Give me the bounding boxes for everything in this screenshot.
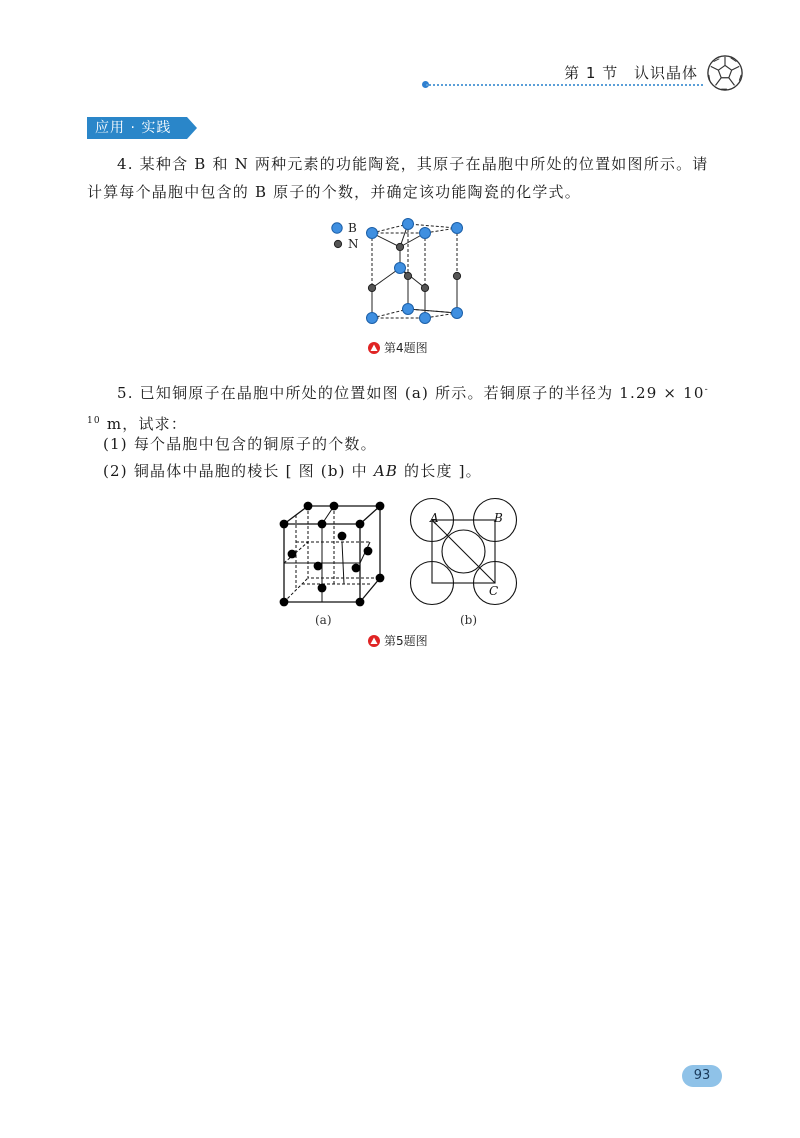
bn-crystal-cell-figure bbox=[328, 216, 478, 331]
question-5-text: 5. 已知铜原子在晶胞中所处的位置如图 (a) 所示。若铜原子的半径为 $1.29 \times 10^{-10}$ m，试求： bbox=[87, 384, 709, 433]
figure-a-label: (a) bbox=[315, 613, 332, 627]
running-header bbox=[328, 58, 748, 88]
triangle-marker-icon bbox=[368, 342, 380, 354]
fullerene-icon bbox=[706, 54, 744, 92]
cu-face-circles-figure bbox=[408, 496, 523, 612]
section-number: 第 1 节 bbox=[564, 64, 619, 82]
figure-4-caption: 第4题图 bbox=[368, 339, 428, 356]
cu-fcc-cell-figure bbox=[272, 496, 392, 611]
triangle-marker-icon bbox=[368, 635, 380, 647]
exponent: -10 bbox=[87, 385, 709, 426]
figure-b-label: (b) bbox=[460, 613, 478, 627]
legend-b-label: B bbox=[348, 221, 357, 235]
legend-n-label: N bbox=[348, 237, 359, 251]
page-number: 93 bbox=[682, 1065, 722, 1087]
question-5-part-2: (2) 铜晶体中晶胞的棱长 [ 图 (b) 中 AB 的长度 ]。 bbox=[103, 462, 482, 480]
section-title: 认识晶体 bbox=[633, 64, 698, 82]
question-4-text: 4. 某种含 B 和 N 两种元素的功能陶瓷，其原子在晶胞中所处的位置如图所示。请计算每个晶胞中包含的 B 原子的个数，并确定该功能陶瓷的化学式。 bbox=[87, 155, 709, 201]
point-a-label: A bbox=[430, 511, 439, 525]
section-tag: 应用 · 实践 bbox=[87, 117, 187, 139]
header-divider bbox=[426, 84, 703, 86]
point-b-label: B bbox=[494, 511, 503, 525]
question-5-part-1: (1) 每个晶胞中包含的铜原子的个数。 bbox=[103, 435, 377, 453]
figure-5-caption: 第5题图 bbox=[368, 632, 428, 649]
point-c-label: C bbox=[489, 584, 499, 598]
